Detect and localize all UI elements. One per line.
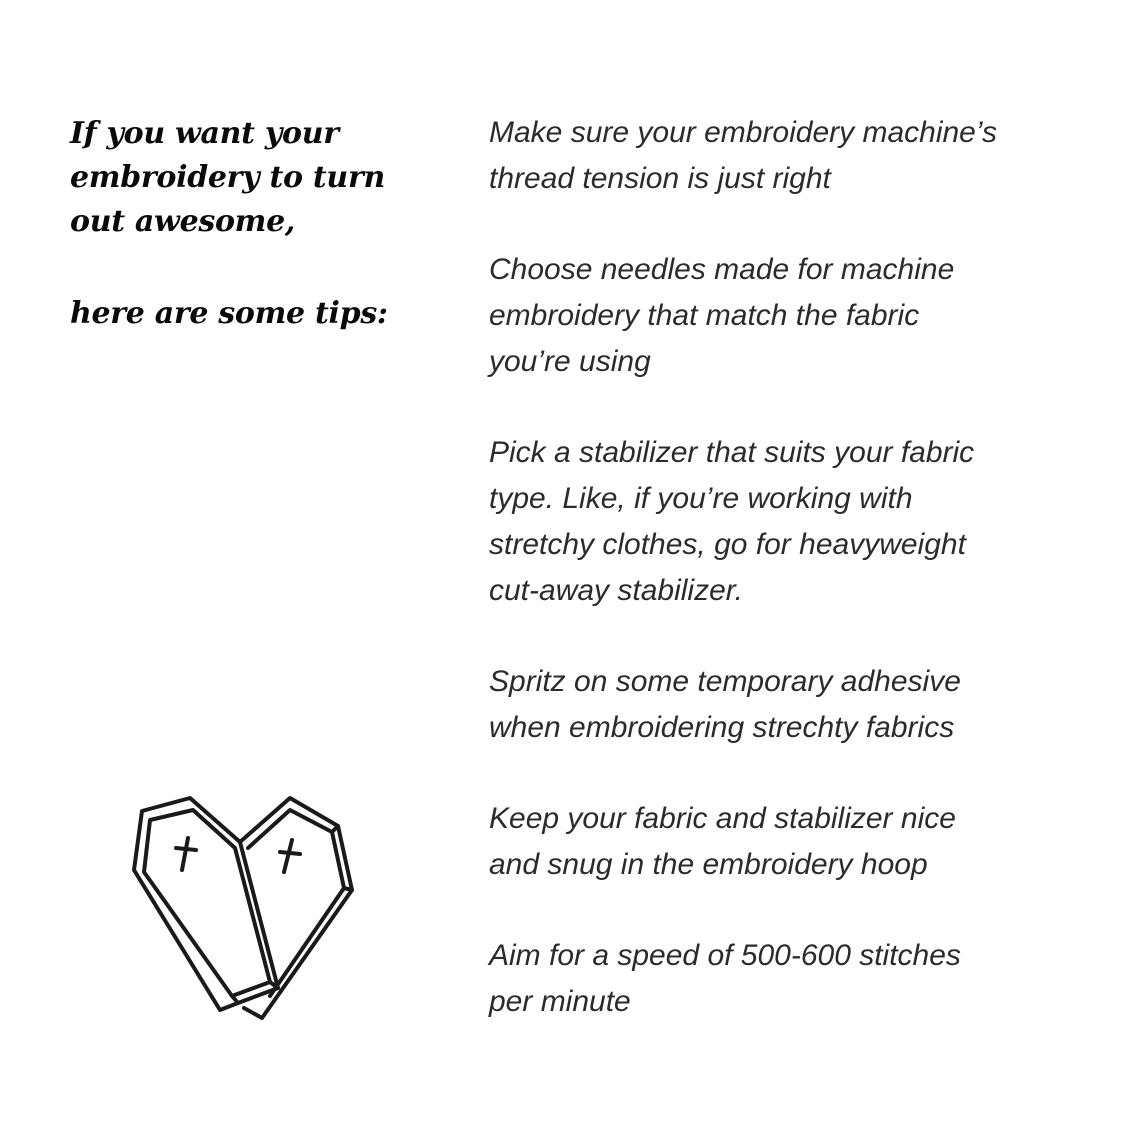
tip-line: embroidery that match the fabric [489,299,920,332]
tip-line: cut-away stabilizer. [489,574,743,607]
heading-line-1: If you want your [70,116,339,151]
tip-line: stretchy clothes, go for heavyweight [489,528,966,561]
tip-line: per minute [489,985,631,1018]
heading-subline: here are some tips: [70,296,388,331]
coffin-heart-icon [120,790,360,1030]
tip-line: Make sure your embroidery machine’s [489,116,997,149]
right-cross-icon [280,840,300,872]
tip-line: Aim for a speed of 500-600 stitches [489,939,961,972]
tip-stabilizer [489,430,1089,614]
tip-line: and snug in the embroidery hoop [489,848,928,881]
tip-line: Keep your fabric and stabilizer nice [489,802,956,835]
tip-line: thread tension is just right [489,162,831,195]
intro-heading [70,112,450,336]
heading-line-2: embroidery to turn [70,160,385,195]
left-coffin-inner [144,810,270,996]
tip-speed [489,933,1089,1025]
tip-needles [489,247,1089,385]
left-cross-icon [176,838,196,870]
tip-line: type. Like, if you’re working with [489,482,913,515]
tip-adhesive [489,659,1089,751]
heading-spacer [70,244,450,292]
tip-line: when embroidering strechty fabrics [489,711,955,744]
tip-line: Choose needles made for machine [489,253,955,286]
tip-line: you’re using [489,345,651,378]
tip-hoop [489,796,1089,888]
tip-line: Pick a stabilizer that suits your fabric [489,436,975,469]
tip-line: Spritz on some temporary adhesive [489,665,961,698]
tip-thread-tension [489,110,1089,202]
tips-list [489,110,1089,1070]
heading-line-3: out awesome, [70,204,296,239]
